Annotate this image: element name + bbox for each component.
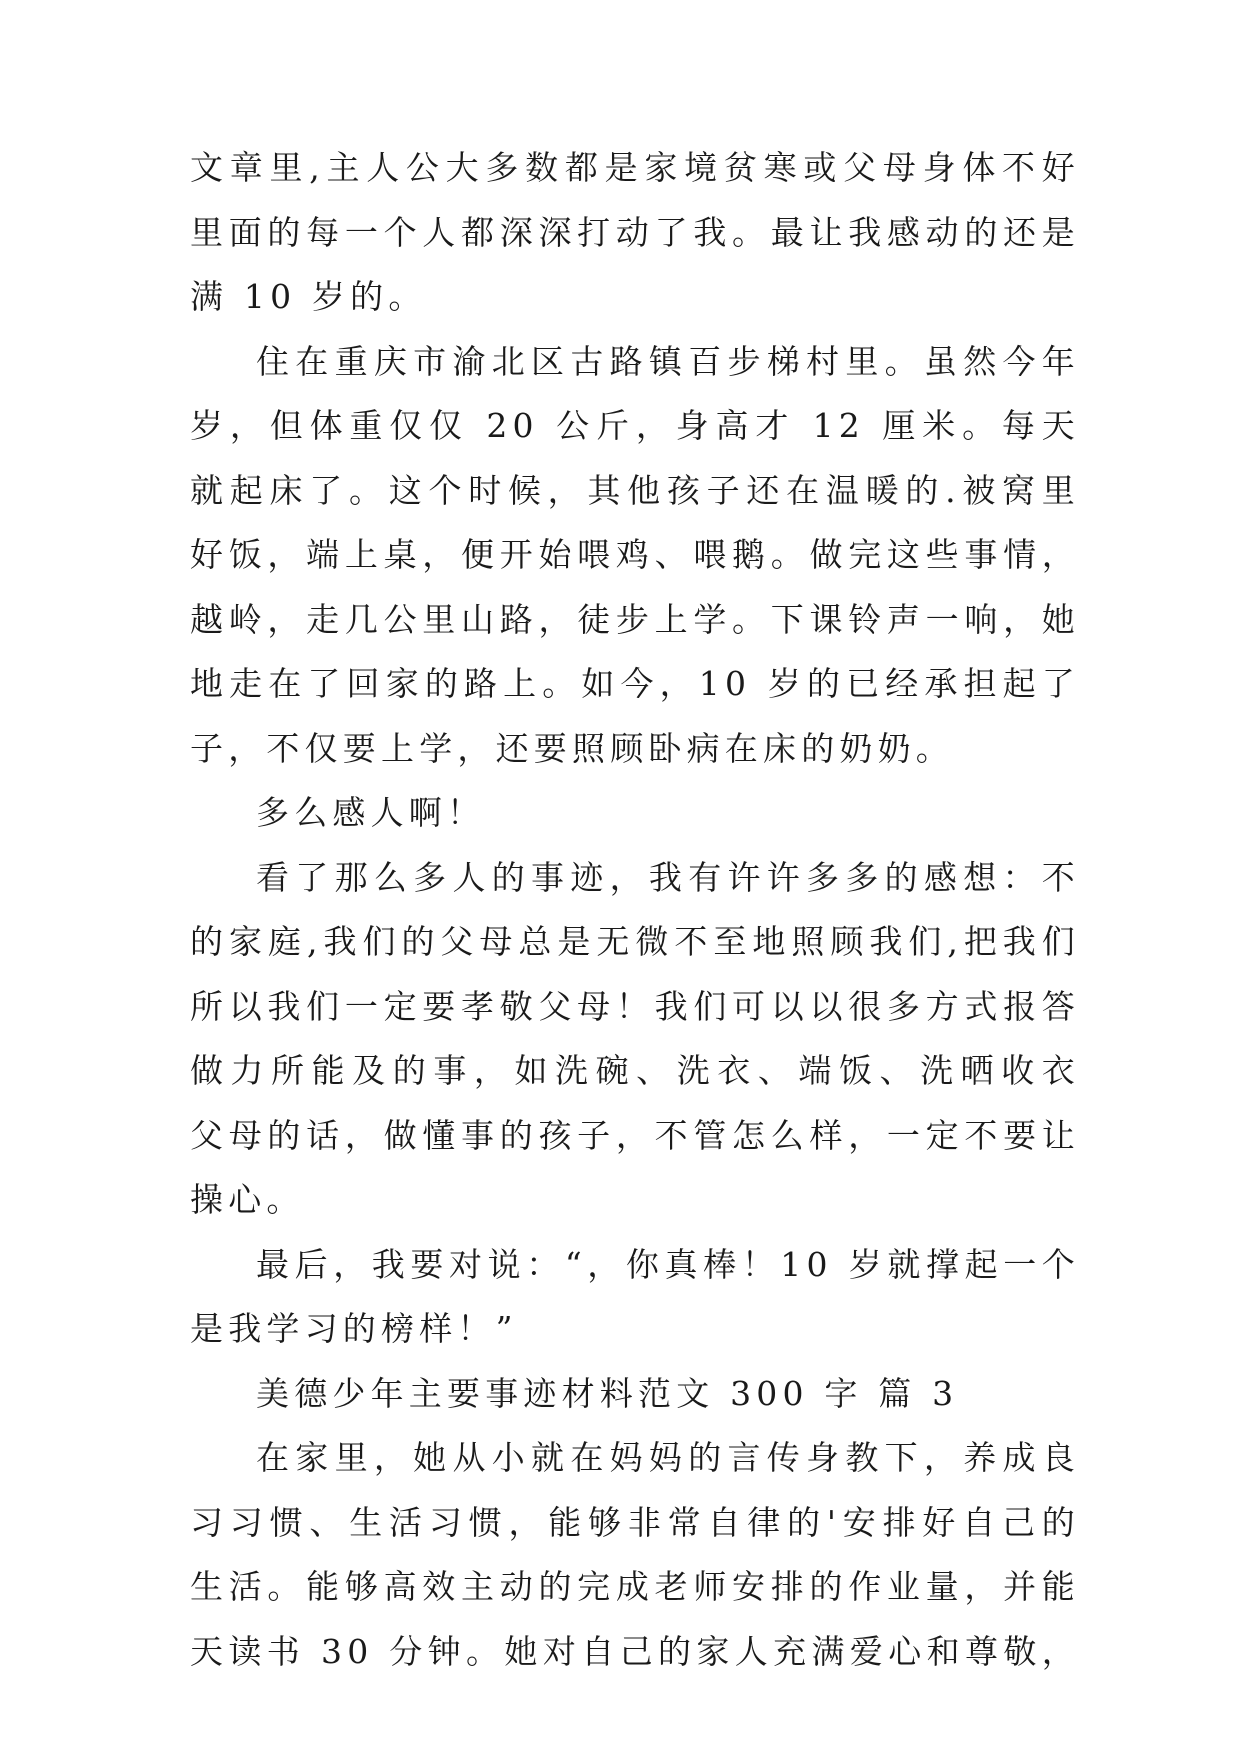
text-line: 就起床了。这个时候，其他孩子还在温暖的.被窝里 (190, 470, 1080, 510)
paragraph-start-line: 看了那么多人的事迹，我有许许多多的感想：不 (256, 857, 1080, 897)
text-line: 所以我们一定要孝敬父母！我们可以以很多方式报答 (190, 986, 1080, 1026)
text-line: 文章里,主人公大多数都是家境贫寒或父母身体不好 (190, 148, 1080, 187)
text-line: 习习惯、生活习惯，能够非常自律的'安排好自己的 (190, 1502, 1080, 1542)
text-line: 天读书 30 分钟。她对自己的家人充满爱心和尊敬， (190, 1631, 1080, 1671)
text-line: 里面的每一个人都深深打动了我。最让我感动的还是 (190, 212, 1080, 252)
text-line: 越岭，走几公里山路，徒步上学。下课铃声一响，她 (190, 599, 1080, 639)
text-line: 子，不仅要上学，还要照顾卧病在床的奶奶。 (190, 728, 954, 768)
document-body (190, 136, 1080, 1684)
paragraph-start-line: 住在重庆市渝北区古路镇百步梯村里。虽然今年 (256, 341, 1080, 381)
paragraph-start-line: 最后，我要对说：“，你真棒！10 岁就撑起一个 (256, 1244, 1080, 1284)
paragraph-start-line: 在家里，她从小就在妈妈的言传身教下，养成良 (256, 1438, 1080, 1477)
text-line: 生活。能够高效主动的完成老师安排的作业量，并能 (190, 1567, 1080, 1606)
text-line: 岁，但体重仅仅 20 公斤，身高才 12 厘米。每天 (190, 406, 1080, 445)
text-line: 是我学习的榜样！” (190, 1309, 518, 1348)
text-line: 父母的话，做懂事的孩子，不管怎么样，一定不要让 (190, 1115, 1080, 1155)
section-heading: 美德少年主要事迹材料范文 300 字 篇 3 (256, 1373, 959, 1413)
paragraph-start-line: 多么感人啊！ (256, 793, 486, 832)
text-line: 的家庭,我们的父母总是无微不至地照顾我们,把我们 (190, 922, 1080, 961)
text-line: 地走在了回家的路上。如今，10 岁的已经承担起了 (190, 664, 1080, 703)
text-line: 满 10 岁的。 (190, 277, 427, 316)
text-line: 好饭，端上桌，便开始喂鸡、喂鹅。做完这些事情， (190, 535, 1080, 574)
text-line: 做力所能及的事，如洗碗、洗衣、端饭、洗晒收衣 (190, 1051, 1080, 1090)
text-line: 操心。 (190, 1180, 305, 1219)
